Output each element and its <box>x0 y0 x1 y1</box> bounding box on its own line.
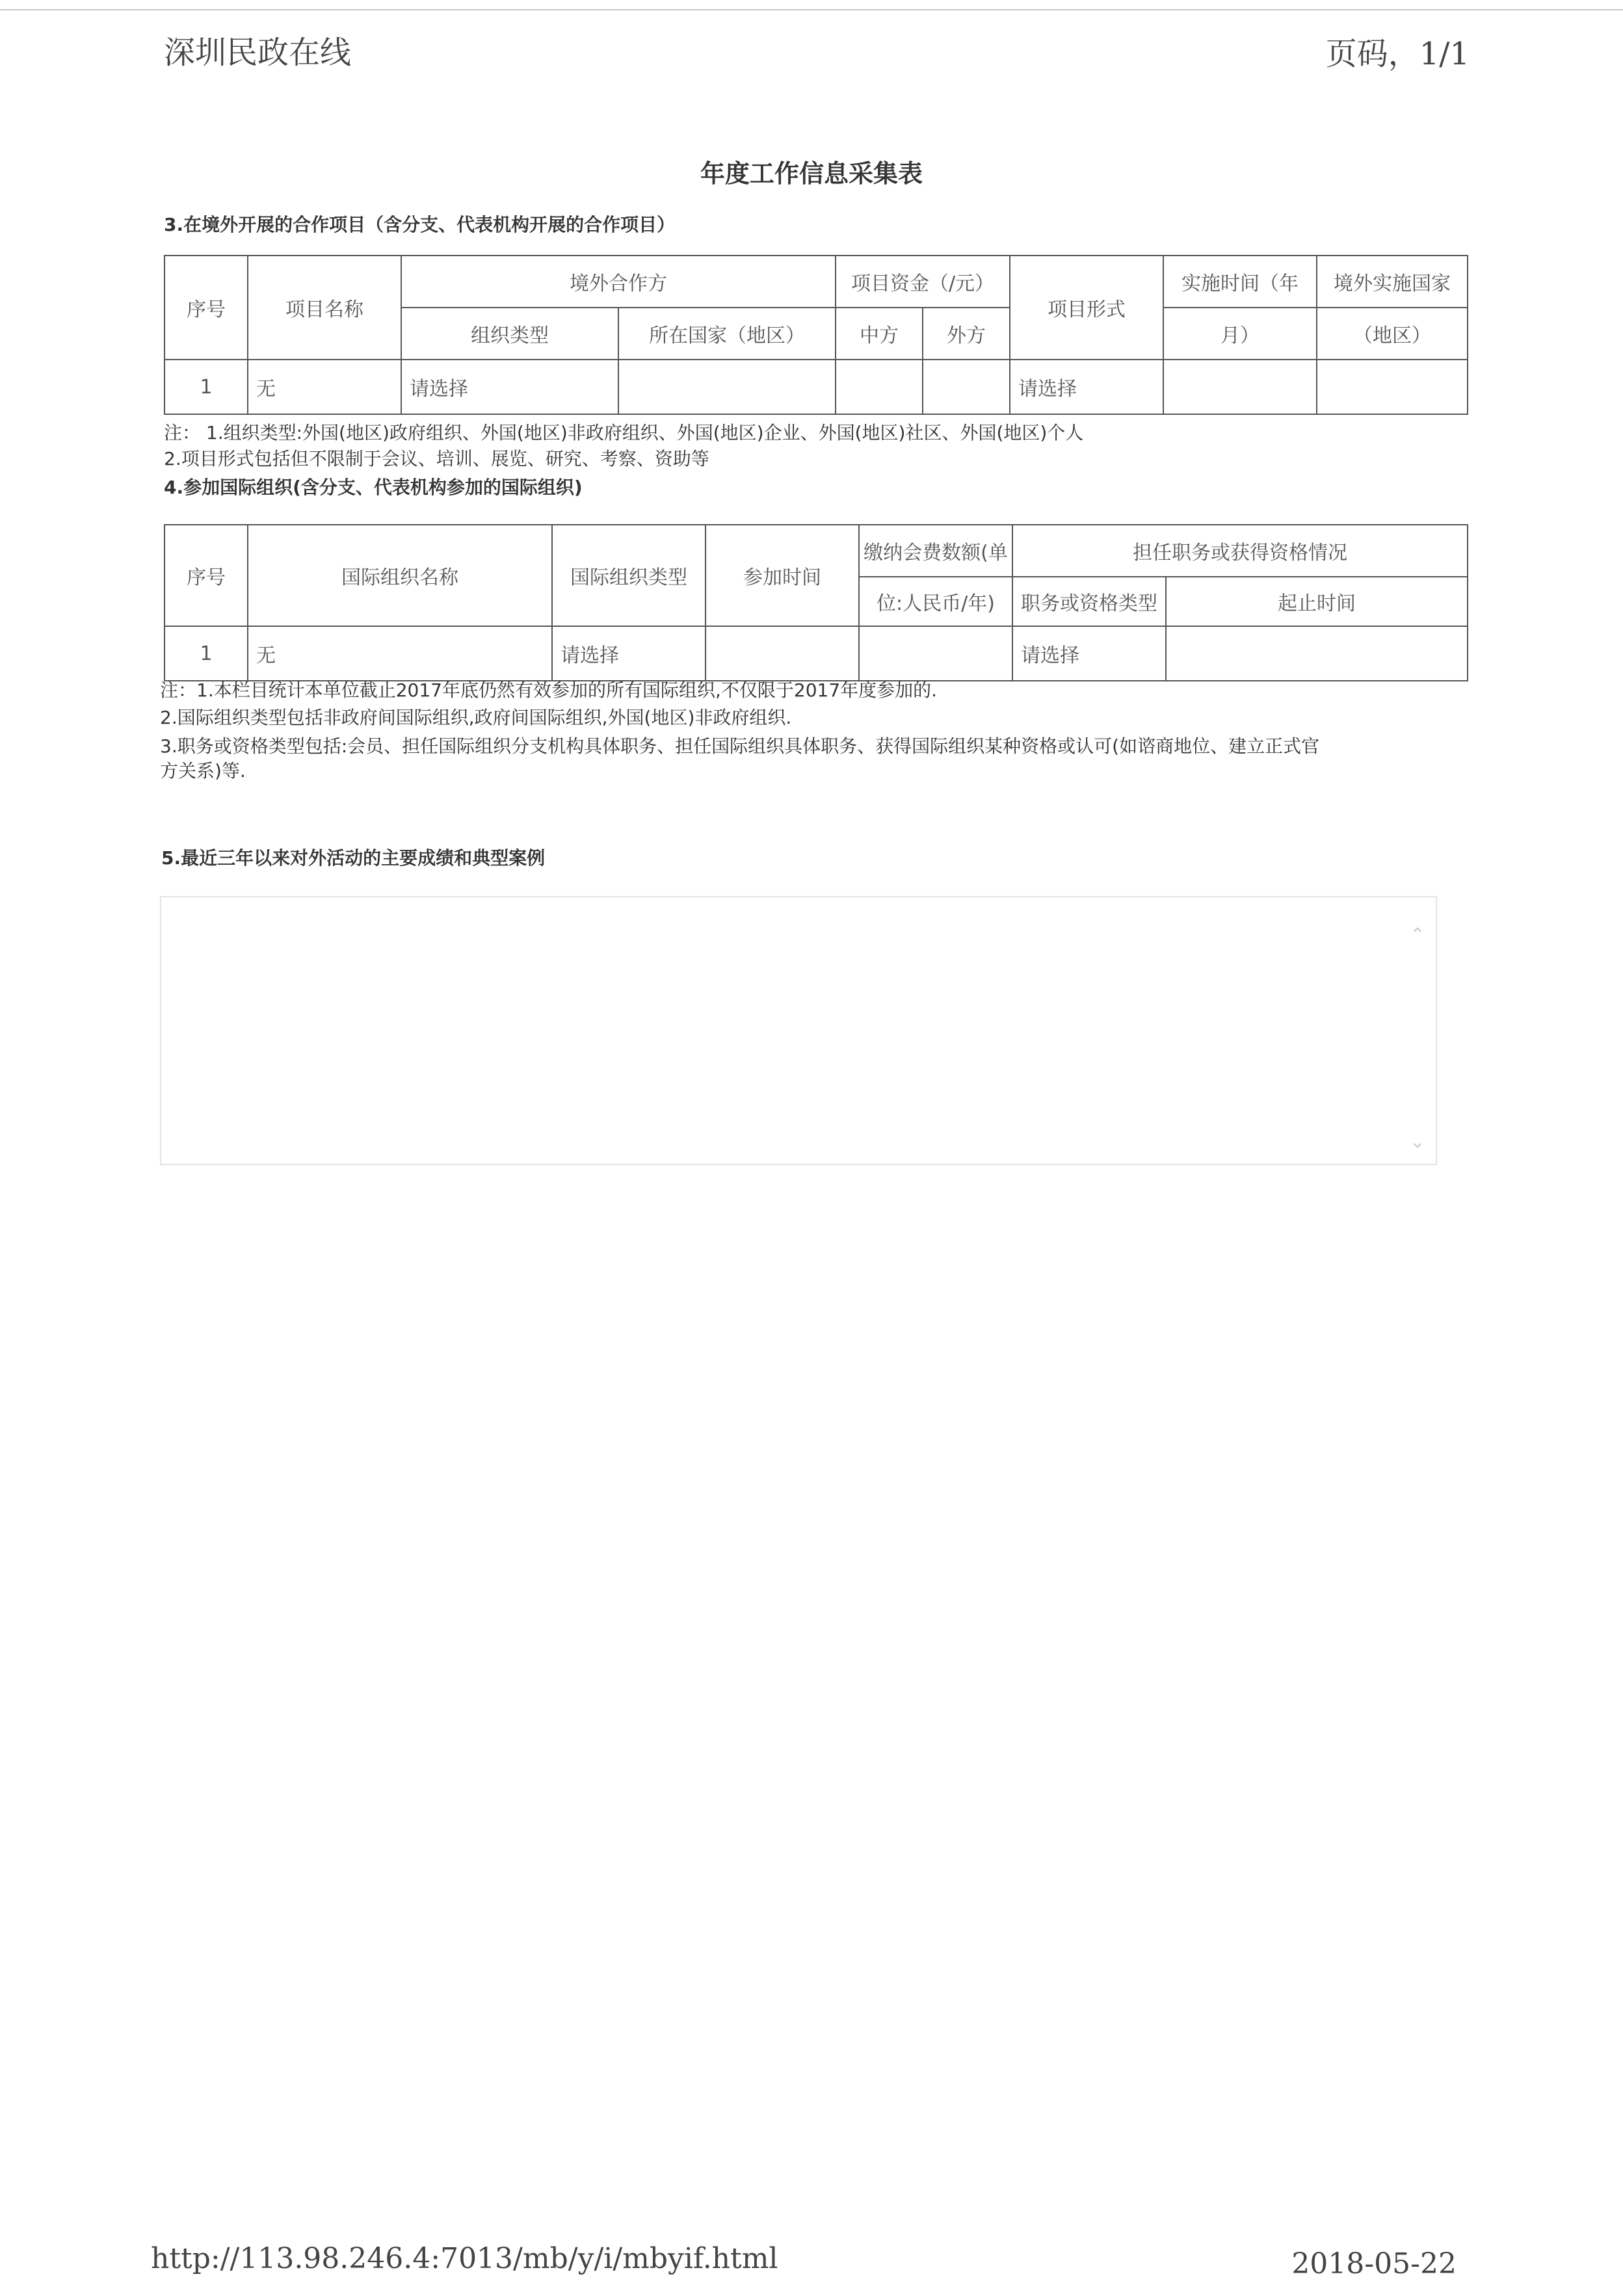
form-title: 年度工作信息采集表 <box>700 159 923 188</box>
header-intl-org-type: 国际组织类型 <box>552 525 706 626</box>
fee-input[interactable] <box>859 626 1012 681</box>
join-time-input[interactable] <box>706 626 859 681</box>
header-project-form: 项目形式 <box>1010 256 1163 360</box>
impl-country-input[interactable] <box>1317 360 1468 414</box>
section4-note-2: 2.国际组织类型包括非政府间国际组织,政府间国际组织,外国(地区)非政府组织. <box>160 707 792 728</box>
header-impl-country-b: （地区） <box>1317 308 1468 360</box>
header-project-name: 项目名称 <box>248 256 401 360</box>
country-input[interactable] <box>618 360 836 414</box>
section4-note-3: 3.职务或资格类型包括:会员、担任国际组织分支机构具体职务、担任国际组织具体职务、获得国际组织某种资格或认可(如谘商地位、建立正式官 <box>160 735 1320 757</box>
header-org-name: 国际组织名称 <box>248 525 552 626</box>
international-orgs-table <box>164 524 1468 681</box>
header-period: 起止时间 <box>1166 577 1468 626</box>
impl-time-input[interactable] <box>1163 360 1317 414</box>
section4-heading: 4.参加国际组织(含分支、代表机构参加的国际组织) <box>164 477 583 498</box>
cooperation-projects-table <box>164 255 1468 415</box>
period-input[interactable] <box>1166 626 1468 681</box>
header-fee-b: 位:人民币/年) <box>859 577 1012 626</box>
site-name: 深圳民政在线 <box>164 34 352 71</box>
header-position-type: 职务或资格类型 <box>1012 577 1166 626</box>
header-funds: 项目资金（/元） <box>836 256 1010 308</box>
intl-org-type-select[interactable]: 请选择 <box>552 626 706 681</box>
achievements-textarea[interactable] <box>160 896 1437 1165</box>
footer-url: http://113.98.246.4:7013/mb/y/i/mbyif.html <box>151 2242 778 2275</box>
chinese-funds-input[interactable] <box>836 360 923 414</box>
org-type-select[interactable]: 请选择 <box>401 360 618 414</box>
table-row <box>165 626 1468 681</box>
foreign-funds-input[interactable] <box>923 360 1010 414</box>
top-rule <box>0 9 1623 10</box>
section4-note-1: 注：1.本栏目统计本单位截止2017年底仍然有效参加的所有国际组织,不仅限于2017年度参加的. <box>160 680 938 701</box>
header-fee-a: 缴纳会费数额(单 <box>859 525 1012 577</box>
footer-date: 2018-05-22 <box>1291 2247 1457 2280</box>
row-seq: 1 <box>165 626 248 681</box>
chevron-down-icon[interactable]: ⌄ <box>1410 1131 1425 1152</box>
header-seq: 序号 <box>165 256 248 360</box>
section3-heading: 3.在境外开展的合作项目（含分支、代表机构开展的合作项目） <box>164 214 676 235</box>
header-impl-time-a: 实施时间（年 <box>1163 256 1317 308</box>
project-name-input[interactable]: 无 <box>248 360 401 414</box>
header-org-type: 组织类型 <box>401 308 618 360</box>
header-partner: 境外合作方 <box>401 256 836 308</box>
section3-note-2: 2.项目形式包括但不限制于会议、培训、展览、研究、考察、资助等 <box>164 448 709 469</box>
section5-heading: 5.最近三年以来对外活动的主要成绩和典型案例 <box>161 847 546 869</box>
project-form-select[interactable]: 请选择 <box>1010 360 1163 414</box>
section4-note-4: 方关系)等. <box>160 760 246 782</box>
row-seq: 1 <box>165 360 248 414</box>
header-seq: 序号 <box>165 525 248 626</box>
org-name-input[interactable]: 无 <box>248 626 552 681</box>
header-impl-country-a: 境外实施国家 <box>1317 256 1468 308</box>
table-row <box>165 360 1468 414</box>
header-country: 所在国家（地区） <box>618 308 836 360</box>
header-join-time: 参加时间 <box>706 525 859 626</box>
position-type-select[interactable]: 请选择 <box>1012 626 1166 681</box>
section3-note-1: 注： 1.组织类型:外国(地区)政府组织、外国(地区)非政府组织、外国(地区)企业、外国(地区)社区、外国(地区)个人 <box>164 422 1084 443</box>
header-impl-time-b: 月） <box>1163 308 1317 360</box>
header-foreign: 外方 <box>923 308 1010 360</box>
chevron-up-icon[interactable]: ⌃ <box>1410 924 1425 945</box>
page-number: 页码，1/1 <box>1325 36 1470 72</box>
header-chinese: 中方 <box>836 308 923 360</box>
header-position: 担任职务或获得资格情况 <box>1012 525 1468 577</box>
